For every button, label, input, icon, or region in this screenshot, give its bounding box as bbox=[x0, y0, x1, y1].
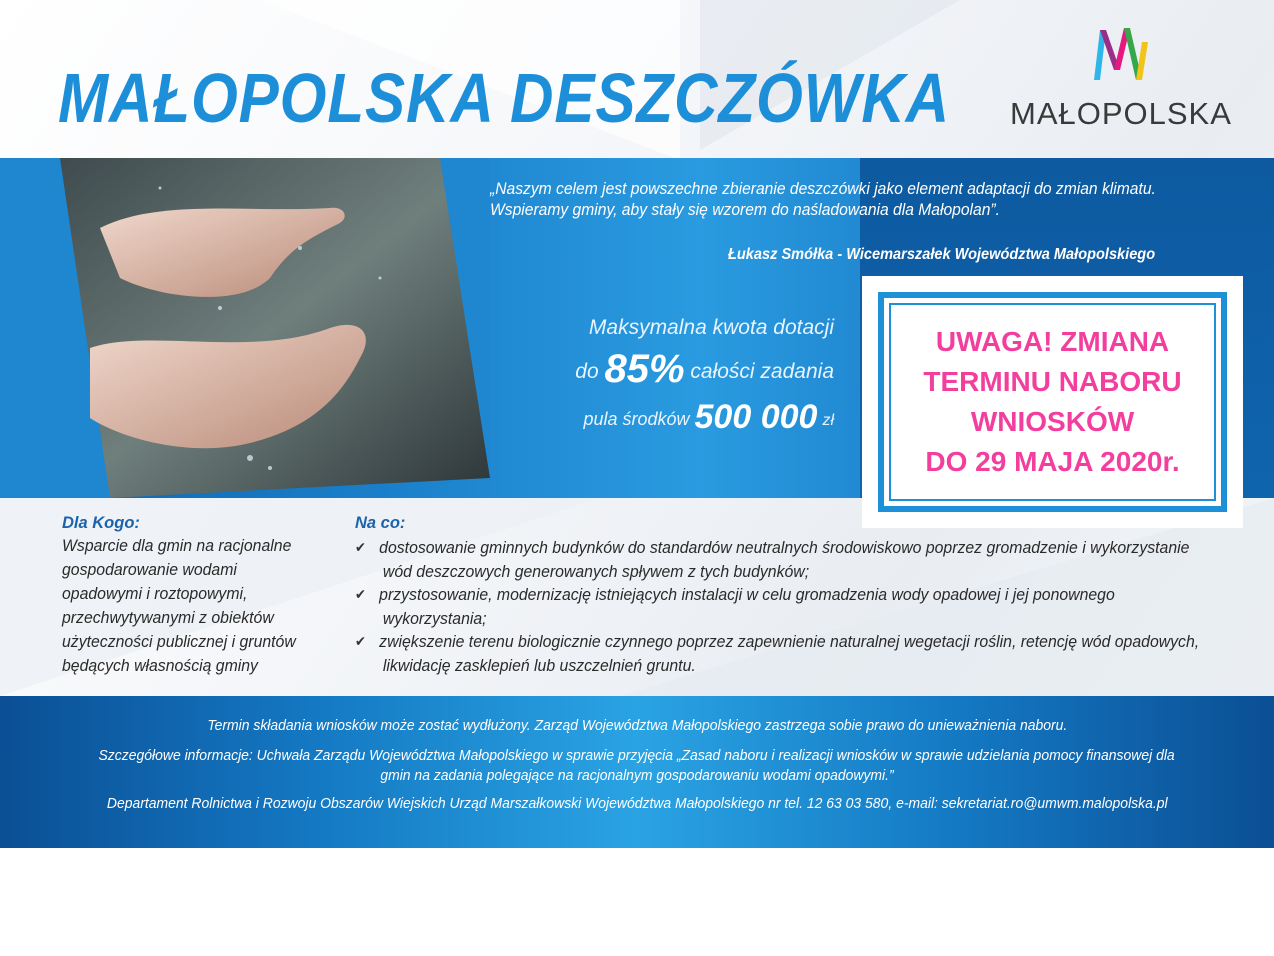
footer-line bbox=[0, 746, 1274, 766]
footer-text: Szczegółowe informacje: Uchwała Zarządu Województwa Małopolskiego w sprawie przyjęcia „Zasad naboru i realizacji wniosków w sprawie udzielania pomocy finansowej dla bbox=[98, 747, 1176, 764]
grant-percent: 85% bbox=[604, 347, 685, 391]
grant-pool-amount: 500 000 bbox=[694, 398, 818, 436]
who-line: będących własnością gminy bbox=[62, 656, 258, 675]
grant-pool-label: pula środków bbox=[583, 409, 690, 429]
footer-text: Departament Rolnictwa i Rozwoju Obszarów Wiejskich Urząd Marszałkowski Województwa Małopolskiego nr tel. 12 63 03 580, e-mail: sekretariat.ro@umwm.malopolska.pl bbox=[106, 795, 1168, 812]
notice-inner bbox=[889, 303, 1216, 501]
quote-text bbox=[490, 178, 1189, 220]
grant-info bbox=[500, 315, 834, 437]
quote-author: Łukasz Smółka - Wicemarszałek Województwa Małopolskiego bbox=[728, 246, 1156, 263]
who-title: Dla Kogo: bbox=[62, 514, 140, 532]
hands-rain-photo bbox=[0, 158, 490, 498]
notice-line: WNIOSKÓW bbox=[970, 406, 1135, 437]
grant-percent-line bbox=[500, 347, 834, 392]
what-section bbox=[355, 512, 1245, 677]
list-item-line: wód deszczowych generowanych spływem z tych budynków; bbox=[382, 561, 810, 581]
who-section bbox=[62, 512, 332, 678]
list-item bbox=[355, 630, 1243, 677]
list-item-line: dostosowanie gminnych budynków do standardów neutralnych środowiskowo poprzez gromadzenie i wykorzystanie bbox=[379, 538, 1190, 557]
check-icon: ✔ bbox=[355, 539, 366, 555]
who-line: użyteczności publicznej i gruntów bbox=[62, 632, 296, 651]
logo-text: MAŁOPOLSKA bbox=[1010, 96, 1232, 131]
check-icon: ✔ bbox=[355, 586, 366, 602]
list-item-line: wykorzystania; bbox=[382, 608, 487, 628]
notice-box bbox=[862, 276, 1243, 528]
logo-m-icon bbox=[1090, 22, 1154, 84]
list-item-line: zwiększenie terenu biologicznie czynnego poprzez zapewnienie naturalnej wegetacji roślin, retencję wód opadowych, bbox=[379, 632, 1200, 651]
who-line: Wsparcie dla gmin na racjonalne bbox=[62, 536, 292, 555]
footer-text: Termin składania wniosków może zostać wydłużony. Zarząd Województwa Małopolskiego zastrzega sobie prawo do unieważnienia naboru. bbox=[207, 717, 1067, 734]
grant-label: Maksymalna kwota dotacji bbox=[588, 316, 834, 339]
notice-line: DO 29 MAJA 2020r. bbox=[925, 446, 1180, 477]
grant-prefix: do bbox=[575, 360, 599, 383]
quote-line: Wspieramy gminy, aby stały się wzorem do naśladowania dla Małopolan”. bbox=[490, 200, 1000, 219]
malopolska-logo bbox=[1010, 22, 1230, 132]
quote-line: „Naszym celem jest powszechne zbieranie deszczówki jako element adaptacji do zmian klimatu. bbox=[490, 179, 1156, 198]
grant-percent-suffix: całości zadania bbox=[690, 360, 834, 383]
check-icon: ✔ bbox=[355, 633, 366, 649]
list-item-line: przystosowanie, modernizację istniejących instalacji w celu gromadzenia wody opadowej i jej ponownego bbox=[379, 585, 1115, 604]
what-title: Na co: bbox=[355, 514, 406, 532]
footer-line bbox=[0, 716, 1274, 736]
footer-text: gmin na zadania polegające na racjonalnym gospodarowaniu wodami opadowymi.” bbox=[380, 767, 894, 784]
list-item bbox=[355, 536, 1243, 583]
grant-currency: zł bbox=[822, 412, 834, 429]
who-line: gospodarowanie wodami bbox=[62, 560, 237, 579]
footer-line bbox=[0, 794, 1274, 814]
notice-line: TERMINU NABORU bbox=[923, 366, 1182, 397]
who-line: opadowymi i roztopowymi, bbox=[62, 584, 248, 603]
list-item-line: likwidację zasklepień lub uszczelnień gruntu. bbox=[382, 655, 696, 675]
who-line: przechwytywanymi z obiektów bbox=[62, 608, 274, 627]
notice-line: UWAGA! ZMIANA bbox=[935, 326, 1170, 357]
notice-frame bbox=[878, 292, 1227, 512]
what-list bbox=[355, 536, 1245, 677]
list-item bbox=[355, 583, 1243, 630]
grant-pool-line bbox=[500, 398, 834, 437]
footer-band bbox=[0, 696, 1274, 848]
page-title: MAŁOPOLSKA DESZCZÓWKA bbox=[58, 59, 951, 137]
footer-line bbox=[0, 766, 1274, 786]
who-text bbox=[62, 534, 332, 678]
